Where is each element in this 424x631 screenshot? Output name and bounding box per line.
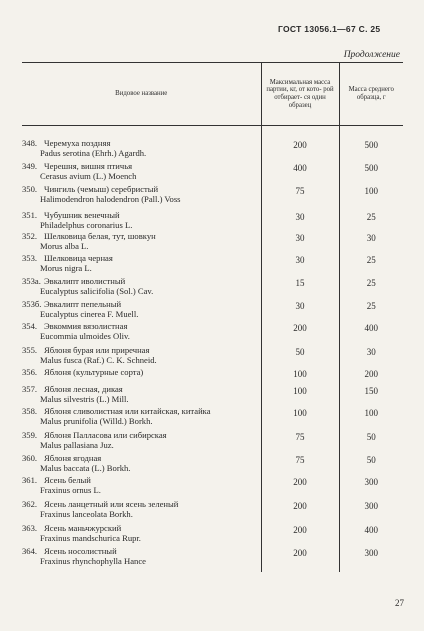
table-row [22,430,403,453]
russian-name-text: Ясень ланцетный или ясень зеленый [44,499,179,509]
species-name-cell [22,138,261,161]
species-name-cell [22,345,261,367]
table-row [22,161,403,184]
sample-mass-cell: 30 [366,233,376,243]
latin-name: Morus nigra L. [40,263,92,273]
russian-name-text: Ясень белый [44,475,91,485]
species-table [22,62,403,572]
sample-mass-cell: 25 [366,301,376,311]
table-row [22,345,403,367]
entry-number: 351. [22,210,38,220]
russian-name [22,345,261,355]
russian-name-text: Шелковица белая, тут, шовкун [44,231,156,241]
russian-name [22,231,261,241]
russian-name [22,138,261,148]
latin-name: Malus silvestris (L.) Mill. [40,394,129,404]
russian-name [22,546,261,556]
latin-name: Malus prunifolia (Willd.) Borkh. [40,416,153,426]
entry-number: 357. [22,384,38,394]
russian-name-text: Яблоня бурая или приречная [44,345,150,355]
max-mass-cell: 30 [261,210,339,231]
entry-number: 361. [22,475,38,485]
russian-name [22,161,261,171]
table-row [22,299,403,321]
sample-mass-cell: 400 [364,323,378,333]
entry-number: 358. [22,406,38,416]
table-row [22,231,403,253]
continuation-label: Продолжение [343,50,400,60]
sample-mass-cell: 400 [364,525,378,535]
russian-name [22,453,261,463]
latin-name: Eucalyptus cinerea F. Muell. [40,309,139,319]
species-name-cell [22,276,261,299]
entry-number: 354. [22,321,38,331]
russian-name [22,475,261,485]
max-mass-cell: 75 [261,430,339,453]
sample-mass-cell: 25 [366,255,376,265]
species-name-cell [22,453,261,475]
sample-mass-cell: 50 [366,455,376,465]
table-row [22,253,403,276]
sample-mass-cell: 30 [366,347,376,357]
russian-name [22,210,261,220]
russian-name [22,406,261,416]
sample-mass-cell: 300 [364,501,378,511]
russian-name [22,523,261,533]
species-name-cell [22,475,261,499]
table-row [22,546,403,572]
table-row [22,406,403,430]
russian-name [22,367,261,377]
column-header-max-mass: Максимальная масса партии, кг, от кото- рой отбирает- ся один образец [261,63,339,126]
latin-name: Philadelphus coronarius L. [40,220,133,230]
max-mass-cell: 75 [261,453,339,475]
latin-name: Fraxinus ornus L. [40,485,101,495]
russian-name [22,430,261,440]
max-mass-cell: 50 [261,345,339,367]
max-mass-cell: 100 [261,406,339,430]
russian-name [22,321,261,331]
russian-name [22,299,261,309]
table-row [22,523,403,546]
max-mass-cell: 75 [261,184,339,210]
russian-name [22,499,261,509]
species-name-cell [22,406,261,430]
entry-number: 360. [22,453,38,463]
entry-number: 353б. [22,299,42,309]
table-row [22,321,403,345]
latin-name: Eucommia ulmoides Oliv. [40,331,130,341]
russian-name [22,384,261,394]
max-mass-cell: 30 [261,299,339,321]
entry-number: 349. [22,161,38,171]
table-row [22,384,403,406]
sample-mass-cell: 25 [366,278,376,288]
species-name-cell [22,430,261,453]
latin-name: Malus baccata (L.) Borkh. [40,463,131,473]
max-mass-cell: 100 [261,384,339,406]
sample-mass-cell: 200 [364,369,378,379]
latin-name: Fraxinus lanceolata Borkh. [40,509,133,519]
max-mass-cell: 200 [261,546,339,572]
entry-number: 362. [22,499,38,509]
species-name-cell [22,546,261,572]
species-name-cell [22,184,261,210]
max-mass-cell: 200 [261,138,339,161]
table-row [22,138,403,161]
table-row [22,475,403,499]
latin-name: Eucalyptus salicifolia (Sol.) Cav. [40,286,154,296]
sample-mass-cell: 50 [366,432,376,442]
max-mass-cell: 200 [261,499,339,523]
max-mass-cell: 30 [261,253,339,276]
sample-mass-cell: 100 [364,408,378,418]
table-row [22,499,403,523]
max-mass-cell: 15 [261,276,339,299]
species-name-cell [22,161,261,184]
latin-name: Halimodendron halodendron (Pall.) Voss [40,194,181,204]
column-header-sample-mass: Масса среднего образца, г [339,63,403,126]
russian-name-text: Яблоня сливолистная или китайская, китайка [44,406,211,416]
russian-name-text: Эвкоммия вязолистная [44,321,128,331]
species-name-cell [22,253,261,276]
russian-name-text: Черешня, вишня птичья [44,161,133,171]
entry-number: 355. [22,345,38,355]
page-number: 27 [395,598,404,608]
sample-mass-cell: 500 [364,163,378,173]
russian-name-text: Чубушник венечный [44,210,120,220]
sample-mass-cell: 100 [364,186,378,196]
entry-number: 353. [22,253,38,263]
max-mass-cell: 400 [261,161,339,184]
species-name-cell [22,523,261,546]
russian-name-text: Шелковица черная [44,253,113,263]
max-mass-cell: 200 [261,475,339,499]
sample-mass-cell: 300 [364,477,378,487]
russian-name-text: Яблоня Палласова или сибирская [44,430,167,440]
max-mass-cell: 200 [261,523,339,546]
table-row [22,184,403,210]
entry-number: 348. [22,138,38,148]
species-name-cell [22,321,261,345]
max-mass-cell: 200 [261,321,339,345]
latin-name: Malus fusca (Raf.) C. K. Schneid. [40,355,157,365]
russian-name-text: Ясень носолистный [44,546,117,556]
russian-name [22,276,261,286]
max-mass-cell: 100 [261,367,339,384]
standard-header: ГОСТ 13056.1—67 С. 25 [278,24,381,34]
entry-number: 356. [22,367,38,377]
sample-mass-cell: 25 [366,212,376,222]
sample-mass-cell: 300 [364,548,378,558]
species-name-cell [22,299,261,321]
russian-name [22,253,261,263]
latin-name: Padus serotina (Ehrh.) Agardh. [40,148,147,158]
species-name-cell [22,499,261,523]
sample-mass-cell: 150 [364,386,378,396]
entry-number: 350. [22,184,38,194]
entry-number: 359. [22,430,38,440]
entry-number: 352. [22,231,38,241]
russian-name-text: Чингиль (чемыш) серебристый [44,184,159,194]
table-row [22,453,403,475]
max-mass-cell: 30 [261,231,339,253]
table-row [22,210,403,231]
species-name-cell [22,210,261,231]
latin-name: Morus alba L. [40,241,89,251]
latin-name: Malus pallasiana Juz. [40,440,114,450]
russian-name-text: Яблоня ягодная [44,453,102,463]
species-name-cell [22,367,261,384]
column-header-name: Видовое название [22,63,261,126]
russian-name-text: Черемуха поздняя [44,138,111,148]
table-row [22,276,403,299]
entry-number: 353а. [22,276,41,286]
entry-number: 363. [22,523,38,533]
latin-name: Cerasus avium (L.) Moench [40,171,137,181]
latin-name: Fraxinus mandschurica Rupr. [40,533,141,543]
table-header-row [22,63,403,126]
species-name-cell [22,384,261,406]
sample-mass-cell: 500 [364,140,378,150]
species-name-cell [22,231,261,253]
russian-name [22,184,261,194]
russian-name-text: Ясень маньчжурский [44,523,122,533]
entry-number: 364. [22,546,38,556]
latin-name: Fraxinus rhynchophylla Hance [40,556,146,566]
table-row [22,367,403,384]
russian-name-text: Яблоня (культурные сорта) [44,367,144,377]
russian-name-text: Яблоня лесная, дикая [44,384,123,394]
russian-name-text: Эвкалипт иволистный [44,276,126,286]
russian-name-text: Эвкалипт пепельный [44,299,122,309]
